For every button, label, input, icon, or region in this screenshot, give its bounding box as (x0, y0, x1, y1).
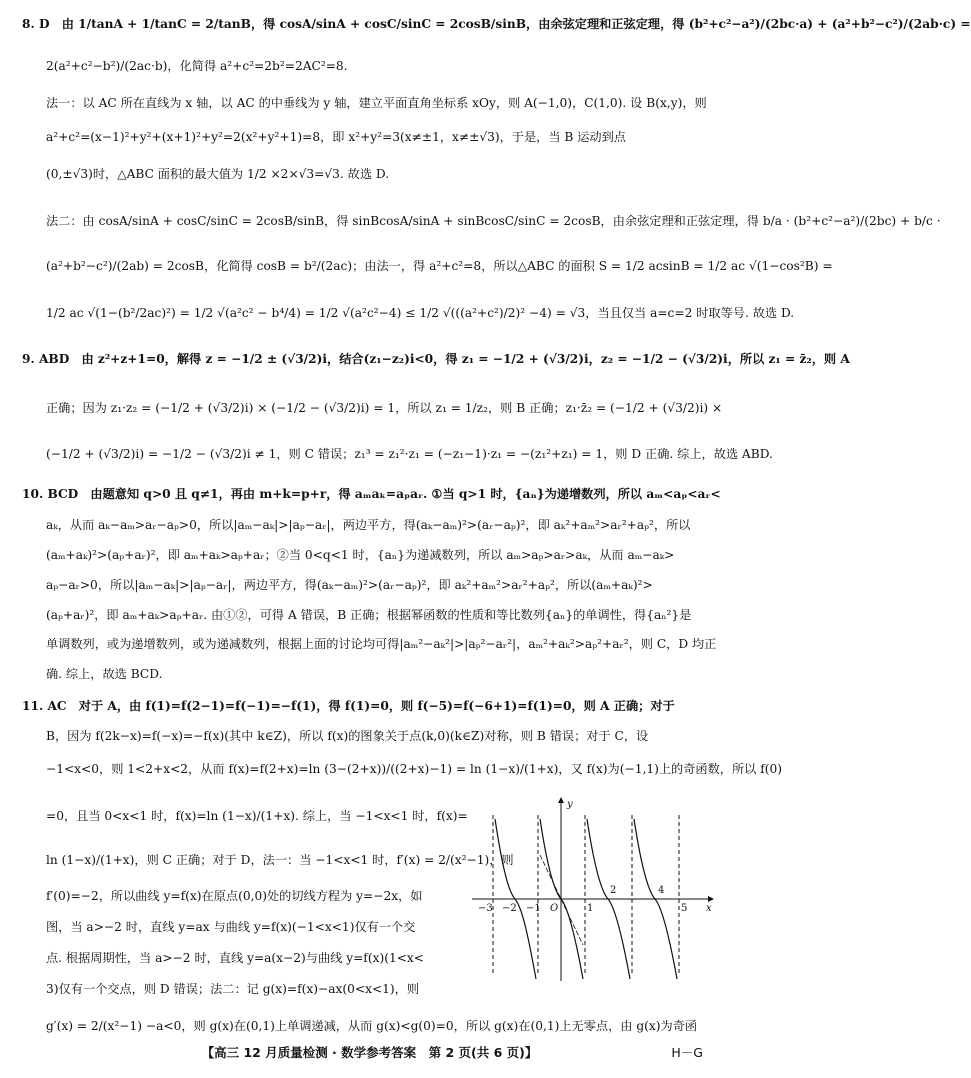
page-footer: 【高三 12 月质量检测 · 数学参考答案 第 2 页(共 6 页)】 (201, 1045, 538, 1060)
q8-line-1: 8. D 由 1/tanA + 1/tanC = 2/tanB，得 cosA/sinA + cosC/sinC = 2cosB/sinB，由余弦定理和正弦定理，得 (b²+c²−a²)/(2bc·a) + (a²+b²−c²)/(2ab·c) = (22, 17, 971, 31)
tick-label-1: 1 (587, 903, 594, 914)
q11-line-8: 点. 根据周期性，当 a>−2 时，直线 y=a(x−2)与曲线 y=f(x)(1<x< (46, 951, 425, 965)
q11-line-10: g′(x) = 2/(x²−1) −a<0，则 g(x)在(0,1)上单调递减，从而 g(x)<g(0)=0，所以 g(x)在(0,1)上无零点，由 g(x)为奇函 (46, 1019, 698, 1033)
tick-label-4: 4 (658, 885, 665, 896)
q10-line-4: aₚ−aᵣ>0，所以|aₘ−aₖ|>|aₚ−aᵣ|，两边平方，得(aₖ−aₘ)²>(aᵣ−aₚ)²，即 aₖ²+aₘ²>aᵣ²+aₚ²，所以(aₘ+aₖ)²> (46, 578, 653, 592)
q10-line-2: aₖ，从而 aₖ−aₘ>aᵣ−aₚ>0，所以|aₘ−aₖ|>|aₚ−aᵣ|，两边平方，得(aₖ−aₘ)²>(aᵣ−aₚ)²，即 aₖ²+aₘ²>aᵣ²+aₚ²，所以 (46, 518, 691, 532)
q10-line-3: (aₘ+aₖ)²>(aₚ+aᵣ)²，即 aₘ+aₖ>aₚ+aᵣ；②当 0<q<1 时，{aₙ}为递减数列，所以 aₘ>aₚ>aᵣ>aₖ，从而 aₘ−aₖ> (46, 548, 675, 562)
x-axis-arrow (708, 896, 714, 902)
tick-label-2: 2 (610, 885, 617, 896)
q11-line-1: 11. AC 对于 A，由 f(1)=f(2−1)=f(−1)=−f(1)，得 f(1)=0，则 f(−5)=f(−6+1)=f(1)=0，则 A 正确；对于 (22, 699, 675, 713)
function-graph-svg (468, 795, 714, 985)
q9-line-3: (−1/2 + (√3/2)i) = −1/2 − (√3/2)i ≠ 1，则 C 错误；z₁³ = z₁²·z₁ = (−z₁−1)·z₁ = −(z₁²+z₁) = 1，则 D 正确. 综上，故选 ABD. (46, 447, 773, 461)
q11-line-6: f′(0)=−2，所以曲线 y=f(x)在原点(0,0)处的切线方程为 y=−2x，如 (46, 889, 423, 903)
tick-label-neg2: −2 (502, 903, 517, 914)
q8-line-5: (0,±√3)时，△ABC 面积的最大值为 1/2 ×2×√3=√3. 故选 D. (46, 167, 390, 181)
footer-code: H－G (671, 1045, 703, 1060)
y-axis-arrow (558, 797, 564, 803)
q11-line-7: 图，当 a>−2 时，直线 y=ax 与曲线 y=f(x)(−1<x<1)仅有一个交 (46, 920, 416, 934)
y-axis-label: y (567, 799, 573, 810)
q9-line-1: 9. ABD 由 z²+z+1=0，解得 z = −1/2 ± (√3/2)i，结合(z₁−z₂)i<0，得 z₁ = −1/2 + (√3/2)i，z₂ = −1/2 − (√3/2)i，所以 z₁ = z̄₂，则 A (22, 352, 850, 366)
q8-line-7: (a²+b²−c²)/(2ab) = 2cosB，化简得 cosB = b²/(2ac)；由法一，得 a²+c²=8，所以△ABC 的面积 S = 1/2 acsinB = 1/2 ac √(1−cos²B) = (46, 259, 833, 273)
q10-line-7: 确. 综上，故选 BCD. (46, 667, 163, 681)
q8-line-8: 1/2 ac √(1−(b²/2ac)²) = 1/2 √(a²c² − b⁴/4) = 1/2 √(a²c²−4) ≤ 1/2 √(((a²+c²)/2)² −4) = √3，当且仅当 a=c=2 时取等号. 故选 D. (46, 306, 795, 320)
origin-label: O (550, 903, 559, 914)
q11-line-4: =0，且当 0<x<1 时，f(x)=ln (1−x)/(1+x). 综上，当 −1<x<1 时，f(x)= (46, 809, 468, 823)
q10-line-1: 10. BCD 由题意知 q>0 且 q≠1，再由 m+k=p+r，得 aₘaₖ=aₚaᵣ. ①当 q>1 时，{aₙ}为递增数列，所以 aₘ<aₚ<aᵣ< (22, 487, 721, 501)
tick-label-5: 5 (681, 903, 688, 914)
q8-line-3: 法一：以 AC 所在直线为 x 轴，以 AC 的中垂线为 y 轴，建立平面直角坐标系 xOy，则 A(−1,0)，C(1,0). 设 B(x,y)，则 (46, 96, 707, 110)
q11-line-2: B，因为 f(2k−x)=f(−x)=−f(x)(其中 k∈Z)，所以 f(x)的图象关于点(k,0)(k∈Z)对称，则 B 错误；对于 C，设 (46, 729, 649, 743)
q11-line-3: −1<x<0，则 1<2+x<2，从而 f(x)=f(2+x)=ln (3−(2+x))/((2+x)−1) = ln (1−x)/(1+x)，又 f(x)为(−1,1)上的奇函数，所以 f(0) (46, 762, 782, 776)
q8-line-4: a²+c²=(x−1)²+y²+(x+1)²+y²=2(x²+y²+1)=8，即 x²+y²=3(x≠±1，x≠±√3)，于是，当 B 运动到点 (46, 130, 626, 144)
q10-line-5: (aₚ+aᵣ)²，即 aₘ+aₖ>aₚ+aᵣ. 由①②，可得 A 错误，B 正确；根据幂函数的性质和等比数列{aₙ}的单调性，得{aₙ²}是 (46, 608, 692, 622)
tick-label-neg3: −3 (478, 903, 493, 914)
tick-label-neg1: −1 (526, 903, 541, 914)
q11-line-9: 3)仅有一个交点，则 D 错误；法二：记 g(x)=f(x)−ax(0<x<1)，则 (46, 982, 420, 996)
q8-line-2: 2(a²+c²−b²)/(2ac·b)，化简得 a²+c²=2b²=2AC²=8. (46, 59, 348, 73)
q9-line-2: 正确；因为 z₁·z₂ = (−1/2 + (√3/2)i) × (−1/2 − (√3/2)i) = 1，所以 z₁ = 1/z₂，则 B 正确；z₁·z̄₂ = (−1/2 + (√3/2)i) × (46, 401, 723, 415)
function-graph-figure (468, 795, 714, 985)
q11-line-5: ln (1−x)/(1+x)，则 C 正确；对于 D，法一：当 −1<x<1 时，f′(x) = 2/(x²−1)，则 (46, 853, 514, 867)
q8-line-6: 法二：由 cosA/sinA + cosC/sinC = 2cosB/sinB，得 sinBcosA/sinA + sinBcosC/sinC = 2cosB，由余弦定理和正弦定理，得 b/a · (b²+c²−a²)/(2bc) + b/c · (46, 214, 941, 228)
x-axis-label: x (706, 903, 712, 914)
q10-line-6: 单调数列，或为递增数列，或为递减数列，根据上面的讨论均可得|aₘ²−aₖ²|>|aₚ²−aᵣ²|，aₘ²+aₖ²>aₚ²+aᵣ²，则 C，D 均正 (46, 637, 717, 651)
